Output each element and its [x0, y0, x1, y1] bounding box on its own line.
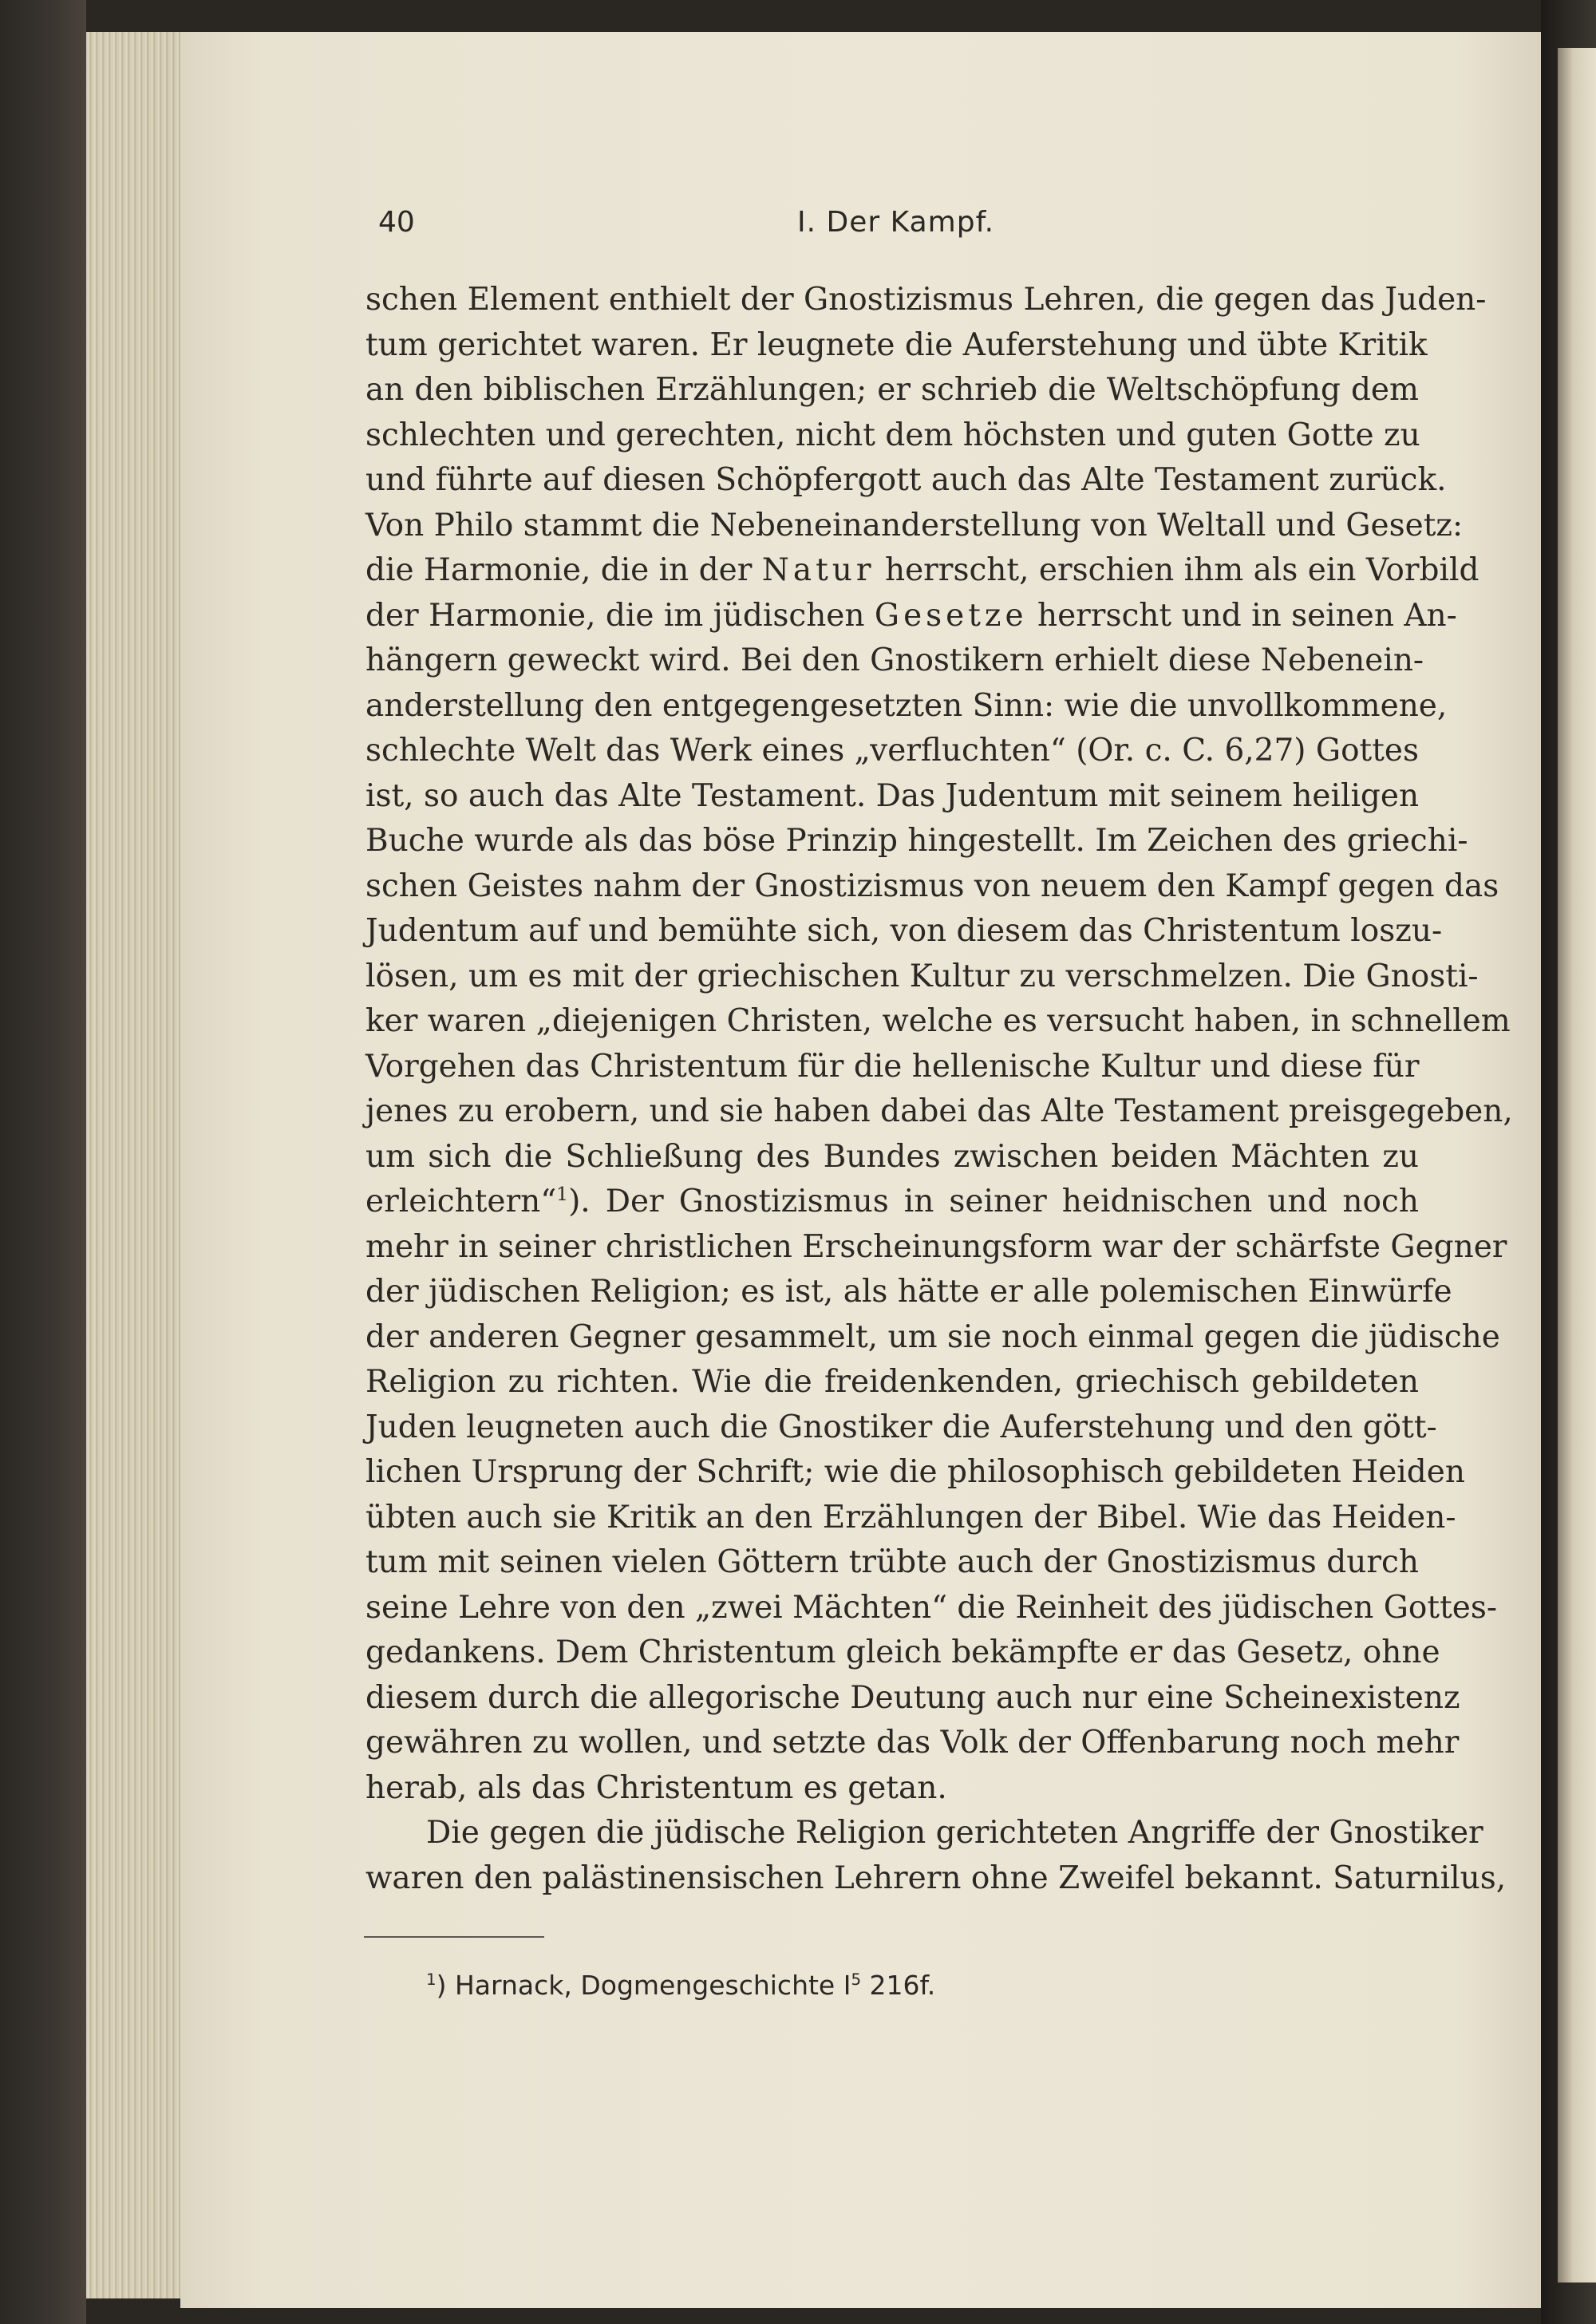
text-line: Buche wurde als das böse Prinzip hingestellt. Im Zeichen des griechi-: [365, 823, 1468, 859]
text-line: herab, als das Christentum es getan.: [365, 1769, 947, 1806]
text-line: lösen, um es mit der griechischen Kultur zu verschmelzen. Die Gnosti-: [365, 958, 1479, 994]
text-line: anderstellung den entgegengesetzten Sinn: wie die unvollkommene,: [365, 687, 1448, 724]
text-line: tum mit seinen vielen Göttern trübte auch der Gnostizismus durch: [365, 1544, 1419, 1580]
text-line: an den biblischen Erzählungen; er schrieb die Weltschöpfung dem: [365, 372, 1419, 408]
text-line: tum gerichtet waren. Er leugnete die Auferstehung und übte Kritik: [365, 326, 1428, 363]
line-segment: erleichtern“: [365, 1184, 557, 1219]
text-line: jenes zu erobern, und sie haben dabei das Alte Testament preisgegeben,: [365, 1093, 1513, 1129]
running-head: [378, 206, 1416, 254]
chapter-title: I. Der Kampf.: [797, 206, 995, 239]
text-line: Juden leugneten auch die Gnostiker die Auferstehung und den gött-: [365, 1409, 1437, 1445]
text-line: gedankens. Dem Christentum gleich bekämpfte er das Gesetz, ohne: [365, 1634, 1440, 1670]
footnote-marker: 1: [426, 1970, 437, 1989]
line-segment: herrscht, erschien ihm als ein Vorbild: [884, 552, 1479, 588]
emphasized-word: Gesetze: [874, 597, 1028, 634]
text-line: der jüdischen Religion; es ist, als hätte er alle polemischen Einwürfe: [365, 1274, 1452, 1310]
footnote-text: Harnack, Dogmengeschichte I: [446, 1970, 851, 2001]
text-line: [365, 548, 1479, 594]
text-line: schlechte Welt das Werk eines „verfluchten“ (Or. c. C. 6,27) Gottes: [365, 733, 1419, 769]
text-line: schlechten und gerechten, nicht dem höchsten und guten Gotte zu: [365, 417, 1420, 453]
text-line: Vorgehen das Christentum für die hellenische Kultur und diese für: [365, 1048, 1420, 1085]
page-number: 40: [378, 206, 415, 239]
text-line: seine Lehre von den „zwei Mächten“ die Reinheit des jüdischen Gottes-: [365, 1589, 1498, 1626]
text-line: gewähren zu wollen, und setzte das Volk der Offenbarung noch mehr: [365, 1725, 1460, 1761]
text-line: der anderen Gegner gesammelt, um sie noch einmal gegen die jüdische: [365, 1318, 1500, 1355]
line-segment: herrscht und in seinen An-: [1037, 597, 1457, 634]
text-line: Die gegen die jüdische Religion gerichteten Angriffe der Gnostiker: [426, 1815, 1483, 1851]
edition-superscript: 5: [851, 1970, 862, 1989]
text-line: Judentum auf und bemühte sich, von diesem das Christentum loszu-: [365, 913, 1443, 949]
text-line: schen Element enthielt der Gnostizismus Lehren, die gegen das Juden-: [365, 282, 1487, 318]
book-cover-left: [0, 0, 86, 2324]
text-line: diesem durch die allegorische Deutung auch nur eine Scheinexistenz: [365, 1679, 1460, 1716]
footnote-tail: 216f.: [861, 1970, 936, 2001]
text-line: hängern geweckt wird. Bei den Gnostikern erhielt diese Nebenein-: [365, 642, 1424, 678]
line-segment: der Harmonie, die im jüdischen: [365, 597, 865, 634]
emphasized-word: Natur: [761, 552, 875, 588]
text-line: lichen Ursprung der Schrift; wie die philosophisch gebildeten Heiden: [365, 1454, 1465, 1490]
footnote-divider: [364, 1936, 544, 1938]
text-line: [365, 594, 1457, 639]
text-line: Religion zu richten. Wie die freidenkenden, griechisch gebildeten: [365, 1364, 1419, 1400]
text-line: schen Geistes nahm der Gnostizismus von neuem den Kampf gegen das: [365, 868, 1499, 904]
text-line: übten auch sie Kritik an den Erzählungen der Bibel. Wie das Heiden-: [365, 1499, 1456, 1536]
text-line: ist, so auch das Alte Testament. Das Judentum mit seinem heiligen: [365, 777, 1420, 814]
text-line: waren den palästinensischen Lehrern ohne Zweifel bekannt. Saturnilus,: [365, 1860, 1507, 1896]
footnote: [426, 1970, 935, 2001]
footnote-marker-close: ): [436, 1970, 447, 2001]
line-segment: die Harmonie, die in der: [365, 552, 753, 588]
text-line: und führte auf diesen Schöpfergott auch das Alte Testament zurück.: [365, 462, 1447, 498]
line-segment: ). Der Gnostizismus in seiner heidnischen und noch: [568, 1184, 1419, 1219]
text-line: ker waren „diejenigen Christen, welche es versucht haben, in schnellem: [365, 1003, 1511, 1039]
text-line: um sich die Schließung des Bundes zwischen beiden Mächten zu: [365, 1138, 1419, 1175]
footnote-reference: 1: [556, 1183, 569, 1205]
text-line: mehr in seiner christlichen Erscheinungsform war der schärfste Gegner: [365, 1228, 1507, 1265]
page-edges: [86, 32, 180, 2298]
body-text: [365, 278, 1513, 1901]
text-line: [365, 1180, 1419, 1225]
facing-page-edge: [1558, 48, 1596, 2282]
text-line: Von Philo stammt die Nebeneinanderstellung von Weltall und Gesetz:: [365, 507, 1464, 543]
